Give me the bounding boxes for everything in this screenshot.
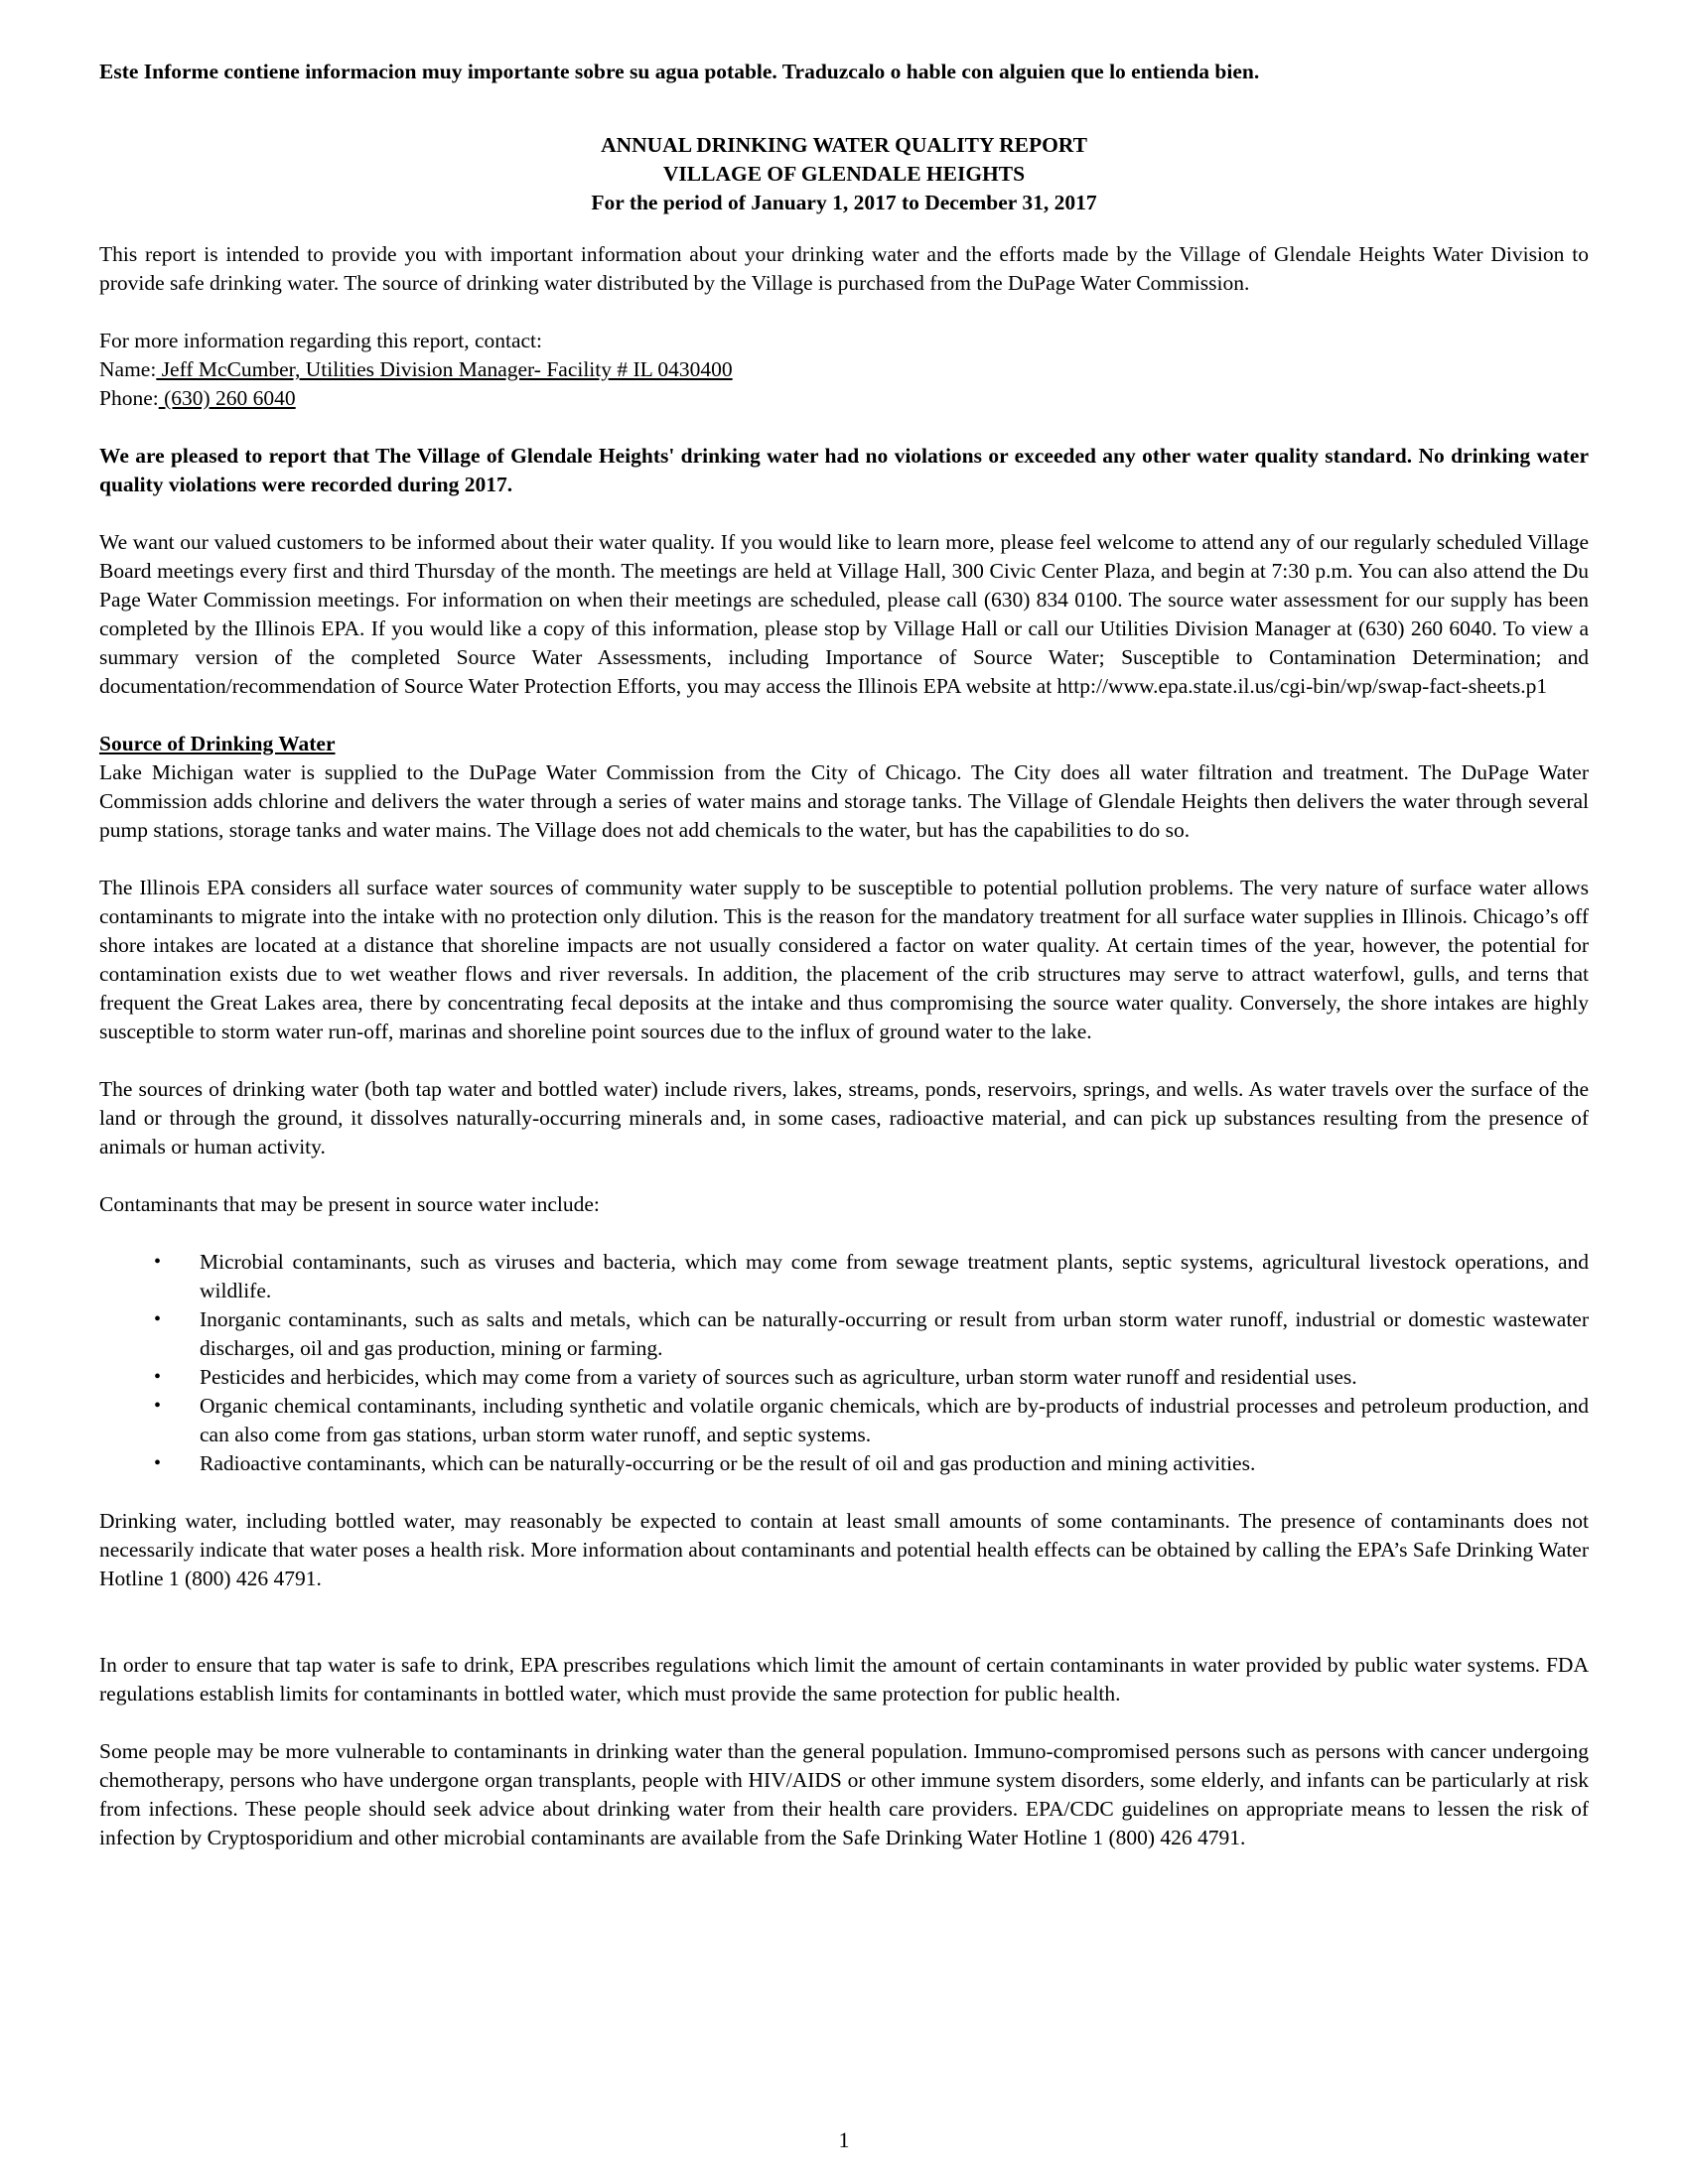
page-number: 1 — [838, 2127, 850, 2152]
bullet-icon: • — [154, 1251, 162, 1273]
contaminant-list — [99, 1248, 1589, 1478]
bullet-icon: • — [154, 1452, 162, 1474]
vulnerable-populations-paragraph: Some people may be more vulnerable to contaminants in drinking water than the general population. Immuno-compromised persons such as persons with cancer undergoing chemotherapy, persons who have undergone organ transplants, people with HIV/AIDS or other immune system disorders, some elderly, and infants can be particularly at risk from infections. These people should seek advice about drinking water from their health care providers. EPA/CDC guidelines on appropriate means to lessen the risk of infection by Cryptosporidium and other microbial contaminants are available from the Safe Drinking Water Hotline 1 (800) 426 4791. — [99, 1739, 1589, 1849]
contact-block — [99, 327, 1589, 413]
source-paragraph-1: Lake Michigan water is supplied to the DuPage Water Commission from the City of Chicago. The City does all water filtration and treatment. The DuPage Water Commission adds chlorine and delivers the water through a series of water mains and storage tanks. The Village of Glendale Heights then delivers the water through several pump stations, storage tanks and water mains. The Village does not add chemicals to the water, but has the capabilities to do so. — [99, 760, 1589, 842]
contact-heading: For more information regarding this report, contact: — [99, 329, 542, 352]
list-item-text: Inorganic contaminants, such as salts and metals, which can be naturally-occurring or result from urban storm water runoff, industrial or domestic wastewater discharges, oil and gas production, mining or farming. — [200, 1307, 1589, 1360]
source-section-heading: Source of Drinking Water — [99, 732, 336, 755]
bullet-icon: • — [154, 1308, 162, 1330]
contact-phone-label: Phone: — [99, 386, 159, 410]
regulations-paragraph: In order to ensure that tap water is safe to drink, EPA prescribes regulations which limit the amount of certain contaminants in water provided by public water systems. FDA regulations establish limits for contaminants in bottled water, which must provide the same protection for public health. — [99, 1653, 1589, 1706]
bottled-water-paragraph: Drinking water, including bottled water, may reasonably be expected to contain at least small amounts of some contaminants. The presence of contaminants does not necessarily indicate that water poses a health risk. More information about contaminants and potential health effects can be obtained by calling the EPA’s Safe Drinking Water Hotline 1 (800) 426 4791. — [99, 1509, 1589, 1590]
list-item — [99, 1449, 1589, 1478]
spanish-notice: Este Informe contiene informacion muy importante sobre su agua potable. Traduzcalo o hable con alguien que lo entienda bien. — [99, 60, 1260, 83]
intro-paragraph: This report is intended to provide you with important information about your drinking water and the efforts made by the Village of Glendale Heights Water Division to provide safe drinking water. The source of drinking water distributed by the Village is purchased from the DuPage Water Commission. — [99, 242, 1589, 295]
contact-name-label: Name: — [99, 357, 157, 381]
title-line-2: VILLAGE OF GLENDALE HEIGHTS — [662, 162, 1026, 186]
list-item — [99, 1392, 1589, 1449]
contact-phone-line — [99, 384, 1589, 413]
list-item-text: Radioactive contaminants, which can be naturally-occurring or be the result of oil and gas production and mining activities. — [200, 1451, 1256, 1475]
source-paragraph-2: The Illinois EPA considers all surface water sources of community water supply to be susceptible to potential pollution problems. The very nature of surface water allows contaminants to migrate into the intake with no protection only dilution. This is the reason for the mandatory treatment for all surface water supplies in Illinois. Chicago’s off shore intakes are located at a distance that shoreline impacts are not usually considered a factor on water quality. At certain times of the year, however, the potential for contamination exists due to wet weather flows and river reversals. In addition, the placement of the crib structures may serve to attract waterfowl, gulls, and terns that frequent the Great Lakes area, there by concentrating fecal deposits at the intake and thus compromising the source water quality. Conversely, the shore intakes are highly susceptible to storm water run-off, marinas and shoreline point sources due to the influx of ground water to the lake. — [99, 876, 1589, 1043]
title-line-3: For the period of January 1, 2017 to December 31, 2017 — [591, 191, 1097, 214]
no-violations-statement: We are pleased to report that The Village of Glendale Heights' drinking water had no violations or exceeded any other water quality standard. No drinking water quality violations were recorded during 2017. — [99, 444, 1589, 496]
source-paragraph-3: The sources of drinking water (both tap water and bottled water) include rivers, lakes, streams, ponds, reservoirs, springs, and wells. As water travels over the surface of the land or through the ground, it dissolves naturally-occurring minerals and, in some cases, radioactive material, and can pick up substances resulting from the presence of animals or human activity. — [99, 1077, 1589, 1159]
bullet-icon: • — [154, 1395, 162, 1417]
meetings-paragraph: We want our valued customers to be informed about their water quality. If you would like to learn more, please feel welcome to attend any of our regularly scheduled Village Board meetings every first and third Thursday of the month. The meetings are held at Village Hall, 300 Civic Center Plaza, and begin at 7:30 p.m. You can also attend the Du Page Water Commission meetings. For information on when their meetings are scheduled, please call (630) 834 0100. The source water assessment for our supply has been completed by the Illinois EPA. If you would like a copy of this information, please stop by Village Hall or call our Utilities Division Manager at (630) 260 6040. To view a summary version of the completed Source Water Assessments, including Importance of Source Water; Susceptible to Contamination Determination; and documentation/recommendation of Source Water Protection Efforts, you may access the Illinois EPA website at http://www.epa.state.il.us/cgi-bin/wp/swap-fact-sheets.p1 — [99, 530, 1589, 698]
report-page — [99, 58, 1589, 1881]
contaminants-intro: Contaminants that may be present in source water include: — [99, 1192, 600, 1216]
list-item — [99, 1305, 1589, 1363]
report-title — [99, 131, 1589, 217]
contact-name-value: Jeff McCumber, Utilities Division Manager- Facility # IL 0430400 — [156, 357, 733, 381]
list-item-text: Microbial contaminants, such as viruses and bacteria, which may come from sewage treatment plants, septic systems, agricultural livestock operations, and wildlife. — [200, 1250, 1589, 1302]
contact-name-line — [99, 355, 1589, 384]
list-item — [99, 1363, 1589, 1392]
list-item — [99, 1248, 1589, 1305]
contact-phone-value: (630) 260 6040 — [158, 386, 296, 410]
bullet-icon: • — [154, 1366, 162, 1388]
title-line-1: ANNUAL DRINKING WATER QUALITY REPORT — [601, 133, 1087, 157]
list-item-text: Pesticides and herbicides, which may come from a variety of sources such as agriculture, urban storm water runoff and residential uses. — [200, 1365, 1357, 1389]
list-item-text: Organic chemical contaminants, including synthetic and volatile organic chemicals, which are by-products of industrial processes and petroleum production, and can also come from gas stations, urban storm water runoff, and septic systems. — [200, 1394, 1589, 1446]
